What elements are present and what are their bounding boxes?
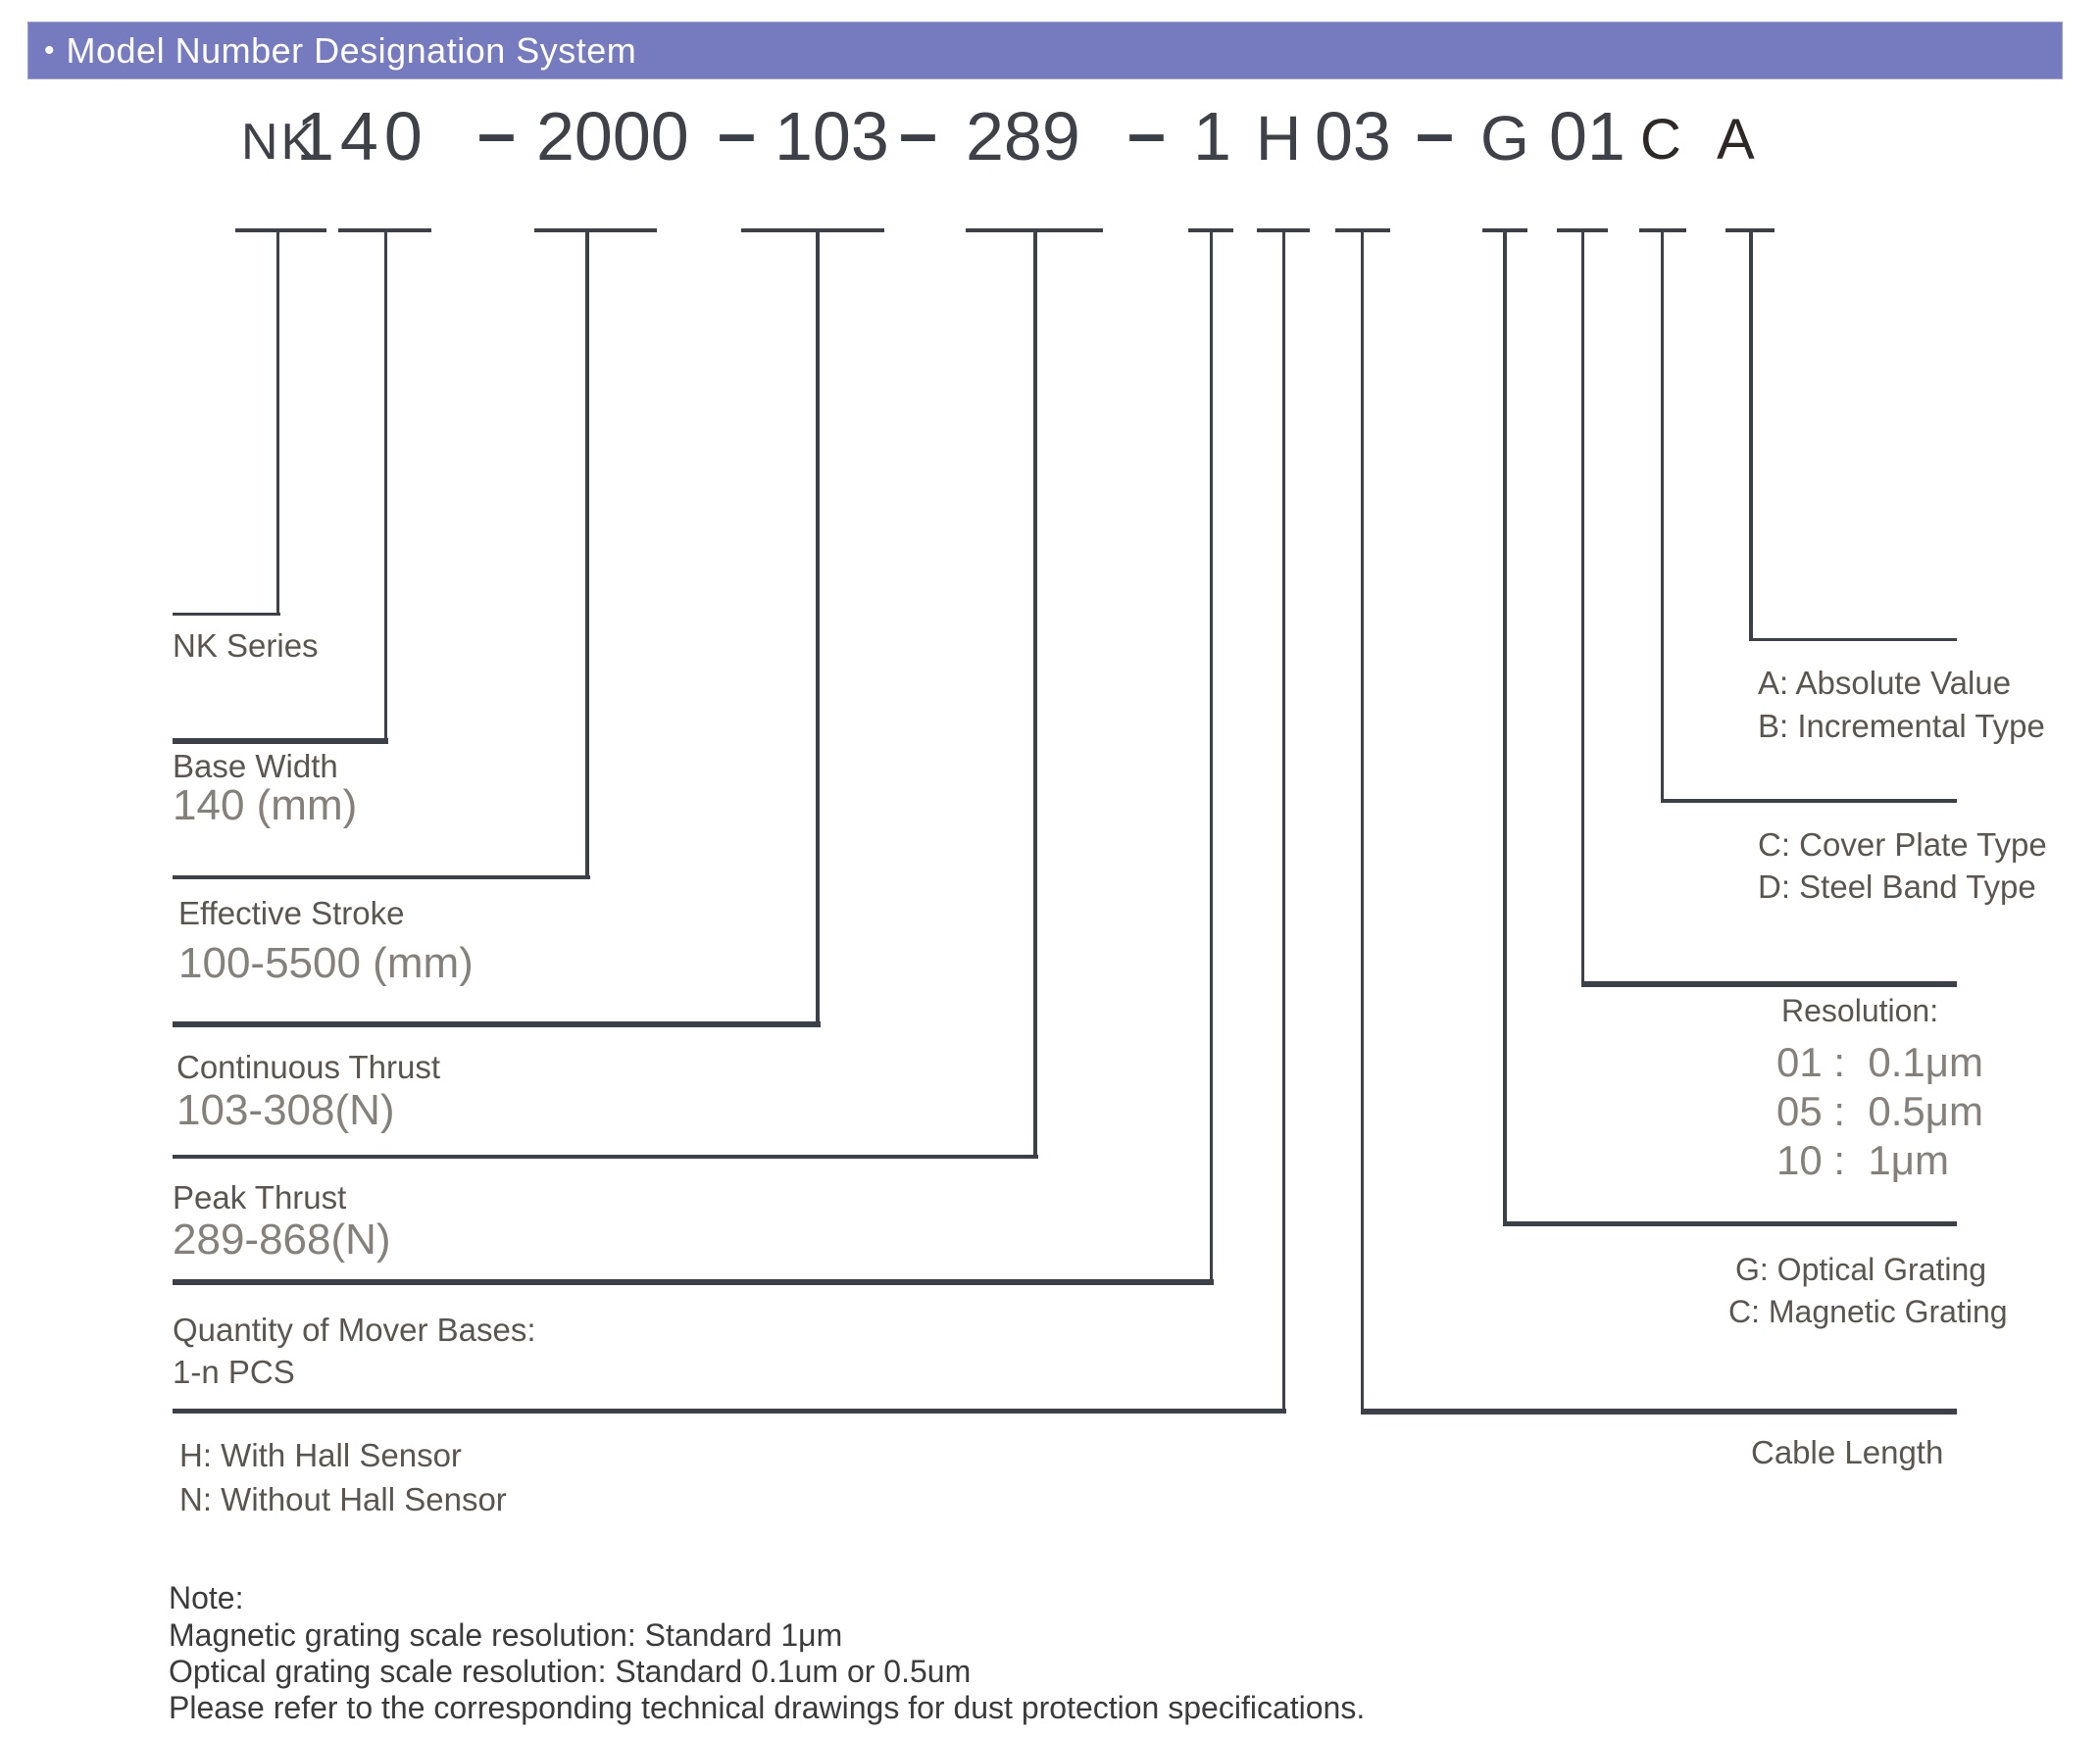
connector-hall	[1282, 228, 1285, 1414]
connector-series	[276, 228, 279, 616]
tick-stroke	[534, 228, 657, 232]
model-seg-stroke: 2000	[536, 98, 689, 174]
model-seg-mover-qty: 1	[1193, 98, 1231, 174]
model-seg-resolution: 01	[1549, 98, 1625, 174]
note-line-1: Magnetic grating scale resolution: Standard 1μm	[169, 1617, 843, 1653]
connector-stroke	[585, 228, 589, 879]
model-seg-cable: 03	[1315, 98, 1391, 174]
hline-thrust	[173, 1021, 821, 1027]
connector-base-width	[384, 228, 387, 744]
section-header-bar	[27, 22, 2063, 79]
hline-encoder	[1751, 638, 1957, 641]
value-peak-thrust: 289-868(N)	[173, 1216, 391, 1264]
connector-peak	[1033, 228, 1037, 1159]
model-seg-cover: C	[1640, 108, 1681, 172]
model-dash-5: –	[1416, 94, 1454, 171]
model-seg-hall: H	[1256, 103, 1302, 174]
label-hall-without: N: Without Hall Sensor	[179, 1481, 507, 1517]
note-line-3: Please refer to the corresponding technical drawings for dust protection specifications.	[169, 1690, 1366, 1725]
label-mover-qty: Quantity of Mover Bases:	[173, 1312, 536, 1348]
model-dash-3: –	[899, 94, 937, 171]
value-resolution-05: 05 : 0.5μm	[1776, 1088, 1983, 1134]
bullet-icon: •	[44, 33, 55, 67]
hline-base-width	[173, 738, 388, 744]
hline-series	[173, 613, 280, 616]
label-encoder-a: A: Absolute Value	[1758, 665, 2012, 701]
connector-cable	[1361, 228, 1364, 1414]
hline-grating	[1503, 1221, 1957, 1226]
value-resolution-01: 01 : 0.1μm	[1776, 1039, 1983, 1085]
label-resolution: Resolution:	[1781, 993, 1939, 1028]
note-line-2: Optical grating scale resolution: Standard 0.1um or 0.5um	[169, 1654, 972, 1689]
label-cable-length: Cable Length	[1751, 1434, 1944, 1470]
hline-cover	[1661, 799, 1957, 803]
model-dash-2: –	[718, 94, 756, 171]
hline-peak	[173, 1155, 1038, 1159]
hline-mover-qty	[173, 1279, 1214, 1285]
connector-resolution	[1581, 228, 1584, 987]
label-hall-with: H: With Hall Sensor	[179, 1437, 462, 1473]
model-dash-1: –	[477, 94, 516, 171]
value-effective-stroke: 100-5500 (mm)	[178, 939, 474, 987]
label-grating-g: G: Optical Grating	[1735, 1252, 1987, 1287]
label-base-width: Base Width	[173, 748, 338, 784]
label-grating-c: C: Magnetic Grating	[1728, 1294, 2008, 1329]
tick-thrust	[741, 228, 884, 232]
value-mover-qty: 1-n PCS	[173, 1354, 295, 1390]
connector-grating	[1503, 228, 1507, 1226]
label-cover-c: C: Cover Plate Type	[1758, 826, 2047, 863]
model-seg-thrust: 103	[775, 98, 889, 174]
label-peak-thrust: Peak Thrust	[173, 1179, 347, 1216]
value-continuous-thrust: 103-308(N)	[176, 1086, 395, 1134]
label-continuous-thrust: Continuous Thrust	[176, 1049, 441, 1085]
model-seg-encoder: A	[1717, 108, 1755, 172]
connector-cover	[1661, 228, 1664, 803]
connector-encoder	[1749, 228, 1753, 641]
label-cover-d: D: Steel Band Type	[1758, 868, 2036, 905]
page-title: Model Number Designation System	[66, 29, 637, 71]
hline-resolution	[1581, 981, 1957, 987]
model-seg-base-width: 140	[296, 98, 428, 174]
tick-series	[235, 228, 326, 232]
model-seg-peak: 289	[966, 98, 1080, 174]
hline-stroke	[173, 875, 590, 879]
connector-thrust	[816, 228, 820, 1027]
label-encoder-b: B: Incremental Type	[1758, 708, 2045, 744]
model-seg-grating: G	[1480, 103, 1529, 174]
hline-cable	[1361, 1409, 1957, 1414]
value-resolution-10: 10 : 1μm	[1776, 1137, 1949, 1183]
label-effective-stroke: Effective Stroke	[178, 895, 405, 931]
value-base-width: 140 (mm)	[173, 781, 358, 829]
hline-hall	[173, 1409, 1286, 1414]
connector-mover-qty	[1210, 228, 1213, 1285]
label-nk-series: NK Series	[173, 627, 319, 664]
model-dash-4: –	[1127, 94, 1166, 171]
model-seg-series: NK	[241, 114, 319, 171]
note-title: Note:	[169, 1580, 244, 1615]
